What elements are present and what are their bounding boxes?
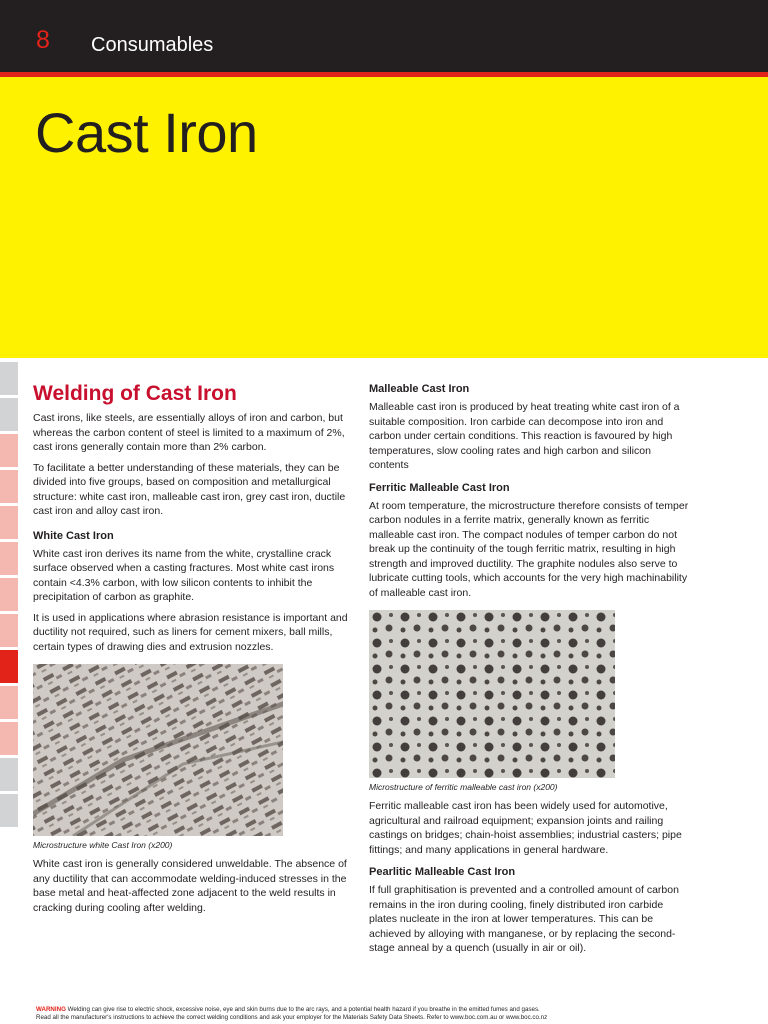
- white-cast-iron-heading: White Cast Iron: [33, 529, 114, 542]
- section-tab: [0, 506, 18, 539]
- title-banner: [0, 77, 768, 358]
- safety-footer: [36, 1006, 736, 1022]
- intro-paragraph: To facilitate a better understanding of these materials, they can be divided into five groups, based on composition and metallurgical structure: white cast iron, malleable cast iron, grey cast iron, ductile cast iron and alloy cast iron.: [33, 461, 346, 518]
- warning-line: Read all the manufacturer's instructions to achieve the correct welding conditions and ask your employer for the Materials Safety Data Sheets. Refer to www.boc.com.au or www.boc.co.nz: [36, 1014, 548, 1021]
- article-heading: Welding of Cast Iron: [33, 382, 237, 405]
- section-tab: [0, 722, 18, 755]
- section-tab: [0, 362, 18, 395]
- ferritic-applications-paragraph: Ferritic malleable cast iron has been widely used for automotive, agricultural and railroad equipment; expansion joints and railing castings on bridges; chain-hoist assemblies; industrial casters; pipe fittings; and many applications in general hardware.: [369, 800, 682, 856]
- section-tab: [0, 542, 18, 575]
- ferritic-heading: Ferritic Malleable Cast Iron: [369, 481, 510, 494]
- page-number: 8: [36, 26, 50, 54]
- white-cast-iron-paragraph: White cast iron derives its name from the white, crystalline crack surface observed when a casting fractures. Most white cast irons contain <4.3% carbon, with low silicon contents to inhibit the precipitation of carbon as graphite.: [33, 547, 335, 604]
- ferritic-malleable-micrograph: [369, 610, 615, 778]
- malleable-heading: Malleable Cast Iron: [369, 383, 470, 395]
- warning-label: WARNING: [36, 1006, 66, 1013]
- intro-paragraph: Cast irons, like steels, are essentially alloys of iron and carbon, but whereas the carbon content of steel is limited to a maximum of 2%, cast irons generally contain more than 2% carbon.: [33, 412, 345, 454]
- white-cast-iron-micrograph: [33, 664, 283, 836]
- section-tab: [0, 758, 18, 791]
- section-title: Consumables: [91, 34, 214, 56]
- ferritic-paragraph: At room temperature, the microstructure therefore consists of temper carbon nodules in a ferrite matrix, generally known as ferritic malleable cast iron. The compact nodules of temper carbon do not break up the continuity of the tough ferritic matrix, resulting in high strength and improved ductility. The graphite nodules also serve to lubricate cutting tools, which accounts for the very high machinability of malleable cast iron.: [369, 499, 689, 599]
- white-cast-iron-weldability: White cast iron is generally considered unweldable. The absence of any ductility that can accommodate welding-induced stresses in the base metal and heat-affected zone adjacent to the weld results in cracking during cooling after welding.: [33, 858, 347, 914]
- ferritic-figure-caption: Microstructure of ferritic malleable cast iron (x200): [369, 782, 558, 792]
- malleable-paragraph: Malleable cast iron is produced by heat treating white cast iron of a suitable composition. Iron carbide can decompose into iron and carbon under certain conditions. This reaction is favoured by high temperatures, slow cooling rates and high carbon and silicon contents: [369, 401, 680, 471]
- right-column: [369, 382, 689, 962]
- top-header-bar: [0, 0, 768, 72]
- pearlitic-paragraph: If full graphitisation is prevented and a controlled amount of carbon remains in the iron during cooling, finely distributed iron carbide plates nucleate in the iron at lower temperatures. This can be achieved by alloying with manganese, or by replacing the second-stage anneal by a quench (usually in air or oil).: [369, 884, 679, 954]
- section-tab: [0, 470, 18, 503]
- section-tab: [0, 434, 18, 467]
- page-title: Cast Iron: [35, 101, 258, 164]
- section-tab: [0, 614, 18, 647]
- section-tab: [0, 686, 18, 719]
- white-cast-iron-paragraph: It is used in applications where abrasion resistance is important and ductility not required, such as liners for cement mixers, ball mills, certain types of drawing dies and extrusion nozzles.: [33, 611, 348, 653]
- left-column: [33, 382, 351, 921]
- white-figure-caption: Microstructure white Cast Iron (x200): [33, 840, 173, 851]
- section-tab-active: [0, 650, 18, 683]
- section-tab: [0, 578, 18, 611]
- warning-line: Welding can give rise to electric shock, excessive noise, eye and skin burns due to the arc rays, and a potential health hazard if you breathe in the emitted fumes and gases.: [67, 1006, 540, 1013]
- section-tab: [0, 398, 18, 431]
- pearlitic-heading: Pearlitic Malleable Cast Iron: [369, 866, 516, 878]
- section-tab: [0, 794, 18, 827]
